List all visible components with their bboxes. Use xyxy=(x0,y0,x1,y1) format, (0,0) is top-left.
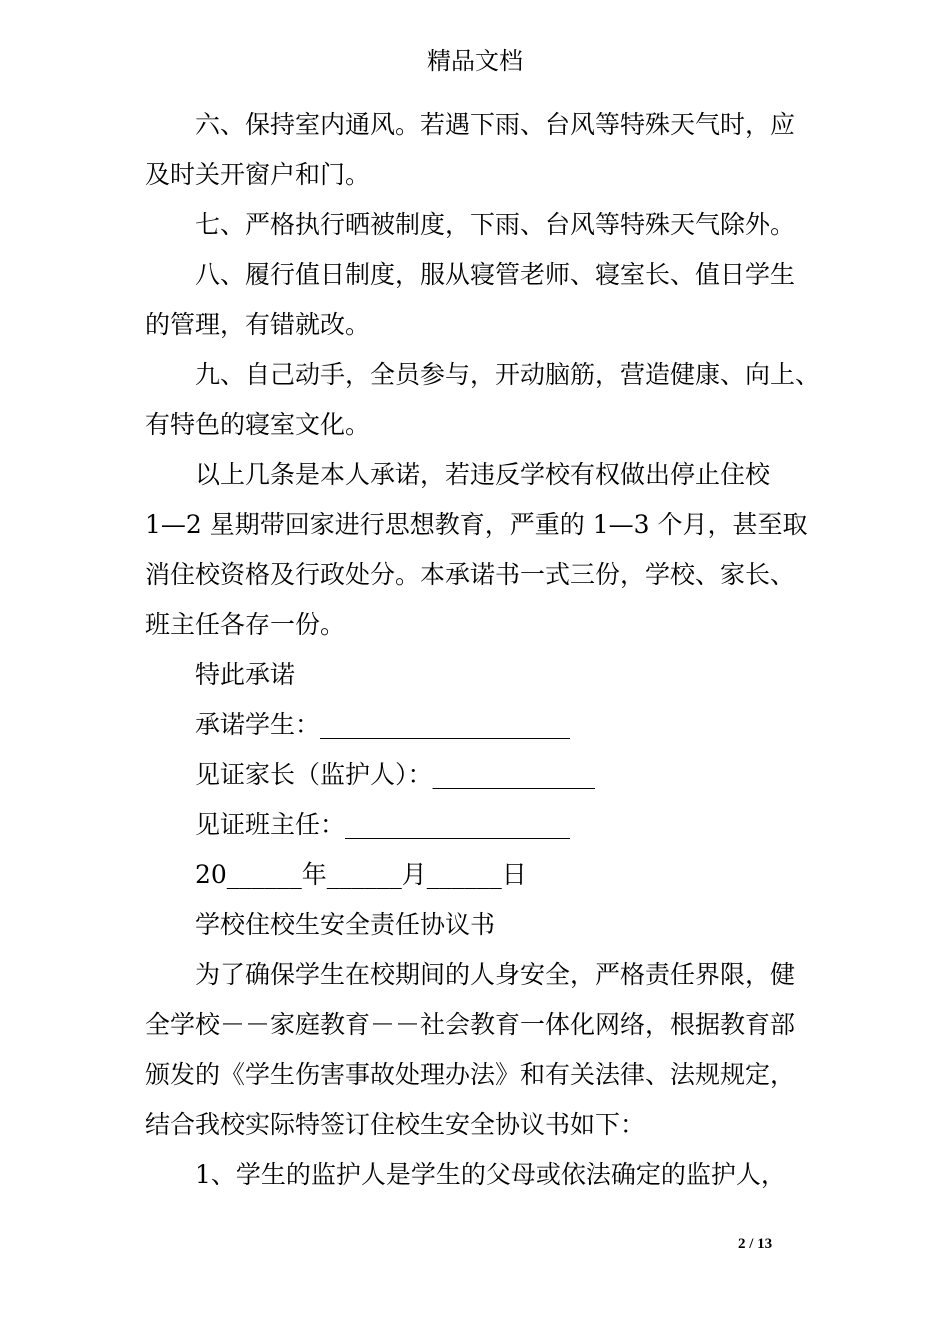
document-header-title: 精品文档 xyxy=(427,47,523,75)
document-body xyxy=(145,100,825,1200)
paragraph-line: 有特色的寝室文化。 xyxy=(145,410,371,439)
paragraph-line: 的管理，有错就改。 xyxy=(145,310,371,339)
paragraph-line: 六、保持室内通风。若遇下雨、台风等特殊天气时，应 xyxy=(195,110,796,139)
paragraph-line: 颁发的《学生伤害事故处理办法》和有关法律、法规规定， xyxy=(145,1060,796,1089)
closing-phrase: 特此承诺 xyxy=(195,660,296,689)
paragraph-line: 结合我校实际特签订住校生安全协议书如下： xyxy=(145,1110,646,1139)
signature-line-student: 承诺学生：____________________ xyxy=(195,710,571,739)
section-title: 学校住校生安全责任协议书 xyxy=(195,910,496,939)
paragraph-line: 全学校－－家庭教育－－社会教育一体化网络，根据教育部 xyxy=(145,1010,796,1039)
date-line: 20______年______月______日 xyxy=(195,860,527,889)
paragraph-line: 及时关开窗户和门。 xyxy=(145,160,371,189)
paragraph-line: 班主任各存一份。 xyxy=(145,610,346,639)
paragraph-line: 为了确保学生在校期间的人身安全，严格责任界限，健 xyxy=(195,960,796,989)
paragraph-line: 消住校资格及行政处分。本承诺书一式三份，学校、家长、 xyxy=(145,560,796,589)
page-number: 2 / 13 xyxy=(738,1236,773,1252)
paragraph-line: 以上几条是本人承诺，若违反学校有权做出停止住校 xyxy=(195,460,771,489)
signature-line-teacher: 见证班主任：__________________ xyxy=(195,810,571,839)
paragraph-line: 七、严格执行晒被制度，下雨、台风等特殊天气除外。 xyxy=(195,210,796,239)
paragraph-line: 九、自己动手，全员参与，开动脑筋，营造健康、向上、 xyxy=(195,360,821,389)
signature-line-parent: 见证家长（监护人）：_____________ xyxy=(195,760,596,789)
paragraph-line: 八、履行值日制度，服从寝管老师、寝室长、值日学生 xyxy=(195,260,796,289)
paragraph-line: 1—2 星期带回家进行思想教育，严重的 1—3 个月，甚至取 xyxy=(145,510,808,539)
paragraph-line: 1、学生的监护人是学生的父母或依法确定的监护人， xyxy=(195,1160,786,1189)
